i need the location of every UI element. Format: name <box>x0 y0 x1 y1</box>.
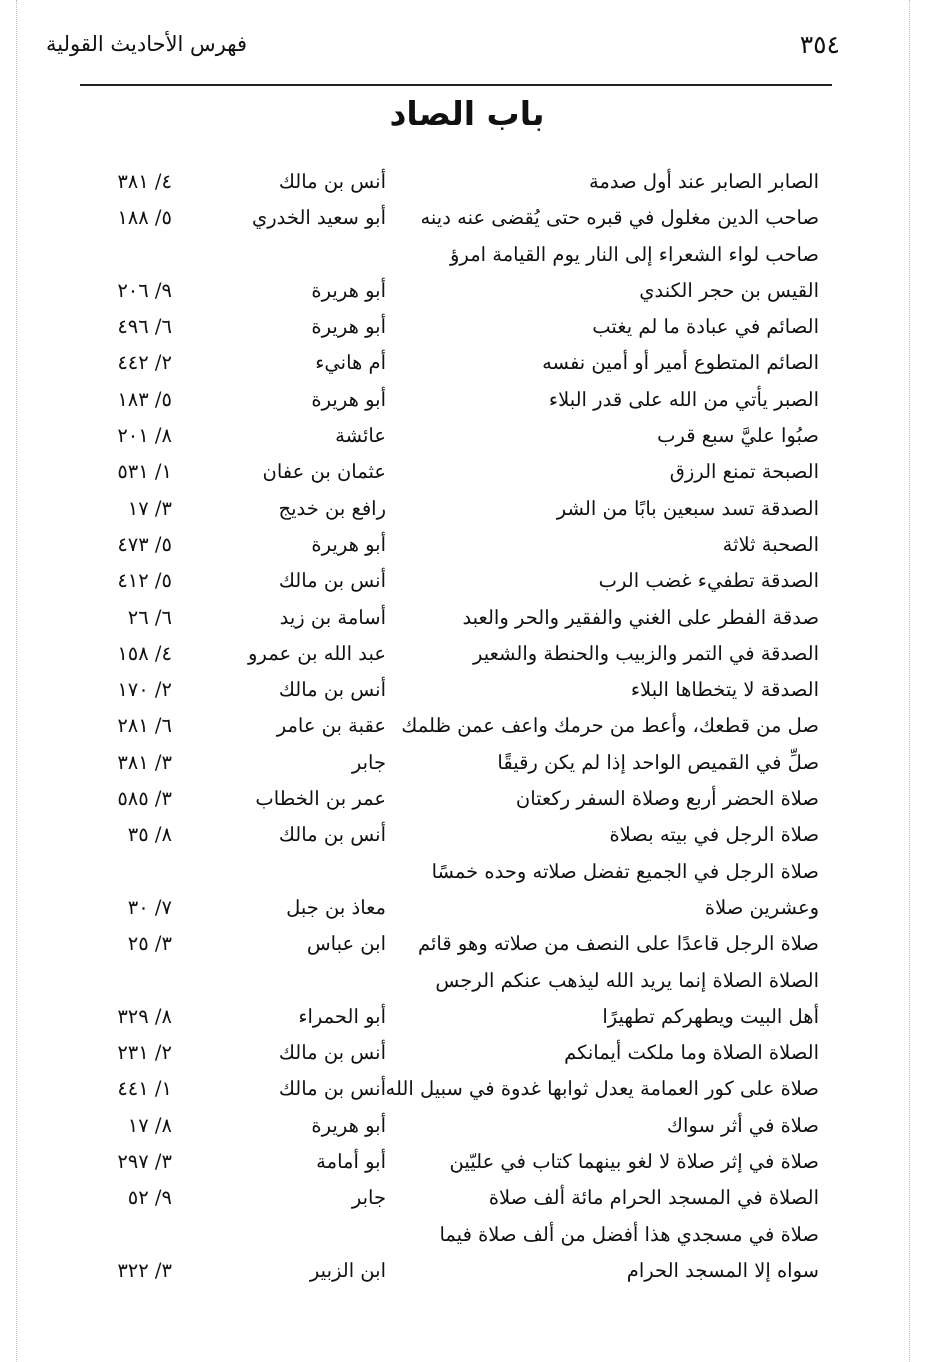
narrator-name: معاذ بن جبل <box>286 895 386 919</box>
volume-page-ref: ٥/ ١٨٣ <box>117 387 172 411</box>
hadith-text: وعشرين صلاة <box>704 895 819 919</box>
narrator-name: عثمان بن عفان <box>262 460 386 484</box>
index-row <box>0 168 934 204</box>
hadith-text: صلاة الرجل في الجميع تفضل صلاته وحده خمسًا <box>431 859 819 883</box>
narrator-name: ابن عباس <box>306 932 386 956</box>
volume-page-ref: ٧/ ٣٠ <box>127 895 172 919</box>
volume-page-ref: ٥/ ١٨٨ <box>117 206 172 230</box>
page-number: ٣٥٤ <box>799 30 840 59</box>
index-row <box>0 495 934 531</box>
narrator-name: عقبة بن عامر <box>276 714 386 738</box>
volume-page-ref: ٦/ ٤٩٦ <box>117 315 172 339</box>
narrator-name: جابر <box>351 750 386 774</box>
volume-page-ref: ١/ ٥٣١ <box>117 460 172 484</box>
index-row <box>0 422 934 458</box>
volume-page-ref: ٨/ ١٧ <box>127 1113 172 1137</box>
volume-page-ref: ٣/ ٣٢٢ <box>117 1258 172 1282</box>
index-row <box>0 749 934 785</box>
hadith-text: الصبر يأتي من الله على قدر البلاء <box>548 387 819 411</box>
hadith-index-list <box>0 168 934 1293</box>
hadith-text: صلِّ في القميص الواحد إذا لم يكن رقيقًا <box>497 750 819 774</box>
hadith-text: الصلاة الصلاة إنما يريد الله ليذهب عنكم الرجس <box>435 968 819 992</box>
volume-page-ref: ٢/ ٢٣١ <box>117 1041 172 1065</box>
volume-page-ref: ٣/ ٣٨١ <box>117 750 172 774</box>
narrator-name: أنس بن مالك <box>278 678 386 702</box>
narrator-name: أنس بن مالك <box>278 1077 386 1101</box>
volume-page-ref: ٣/ ٢٩٧ <box>117 1150 172 1174</box>
narrator-name: أم هانيء <box>315 351 386 375</box>
hadith-text: صلاة في مسجدي هذا أفضل من ألف صلاة فيما <box>439 1222 819 1246</box>
narrator-name: عبد الله بن عمرو <box>248 641 386 665</box>
volume-page-ref: ٨/ ٣٢٩ <box>117 1004 172 1028</box>
narrator-name: أبو هريرة <box>311 315 386 339</box>
hadith-text: سواه إلا المسجد الحرام <box>626 1258 819 1282</box>
hadith-text: صبُوا عليَّ سبع قرب <box>657 424 819 448</box>
index-row <box>0 1112 934 1148</box>
index-row <box>0 821 934 857</box>
hadith-text: الصائم في عبادة ما لم يغتب <box>592 315 819 339</box>
index-row <box>0 1148 934 1184</box>
narrator-name: أنس بن مالك <box>278 1041 386 1065</box>
hadith-text: الصدقة لا يتخطاها البلاء <box>630 678 819 702</box>
hadith-text: صاحب الدين مغلول في قبره حتى يُقضى عنه دينه <box>420 206 819 230</box>
volume-page-ref: ٣/ ١٧ <box>127 496 172 520</box>
hadith-text: الصدقة في التمر والزبيب والحنطة والشعير <box>472 641 819 665</box>
narrator-name: ابن الزبير <box>309 1258 386 1282</box>
hadith-text: القيس بن حجر الكندي <box>639 278 819 302</box>
volume-page-ref: ٨/ ٣٥ <box>127 823 172 847</box>
index-row <box>0 277 934 313</box>
index-row <box>0 858 934 894</box>
volume-page-ref: ٦/ ٢٨١ <box>117 714 172 738</box>
volume-page-ref: ١/ ٤٤١ <box>117 1077 172 1101</box>
narrator-name: أبو هريرة <box>311 387 386 411</box>
hadith-text: صلاة في أثر سواك <box>666 1113 819 1137</box>
volume-page-ref: ٢/ ٤٤٢ <box>117 351 172 375</box>
index-row <box>0 1257 934 1293</box>
narrator-name: عمر بن الخطاب <box>255 787 386 811</box>
narrator-name: أبو هريرة <box>311 278 386 302</box>
index-row <box>0 349 934 385</box>
narrator-name: أنس بن مالك <box>278 823 386 847</box>
volume-page-ref: ٦/ ٢٦ <box>127 605 172 629</box>
volume-page-ref: ٣/ ٢٥ <box>127 932 172 956</box>
narrator-name: رافع بن خديج <box>278 496 386 520</box>
hadith-text: صلاة على كور العمامة يعدل ثوابها غدوة في سبيل الله <box>385 1077 819 1101</box>
index-row <box>0 204 934 240</box>
hadith-text: الصدقة تسد سبعين بابًا من الشر <box>556 496 819 520</box>
volume-page-ref: ٥/ ٤٧٣ <box>117 532 172 556</box>
hadith-text: الصدقة تطفيء غضب الرب <box>598 569 819 593</box>
narrator-name: عائشة <box>335 424 386 448</box>
hadith-text: الصبحة تمنع الرزق <box>669 460 819 484</box>
index-row <box>0 640 934 676</box>
index-row <box>0 1075 934 1111</box>
hadith-text: صلاة الرجل قاعدًا على النصف من صلاته وهو قائم <box>418 932 819 956</box>
narrator-name: أبو هريرة <box>311 1113 386 1137</box>
index-row <box>0 712 934 748</box>
volume-page-ref: ٤/ ٣٨١ <box>117 170 172 193</box>
volume-page-ref: ٣/ ٥٨٥ <box>117 787 172 811</box>
index-row <box>0 604 934 640</box>
index-row <box>0 313 934 349</box>
hadith-text: الصلاة الصلاة وما ملكت أيمانكم <box>564 1041 819 1065</box>
hadith-text: صدقة الفطر على الغني والفقير والحر والعبد <box>462 605 819 629</box>
narrator-name: أبو هريرة <box>311 532 386 556</box>
hadith-text: صلاة الرجل في بيته بصلاة <box>609 823 819 847</box>
page-header <box>40 28 840 68</box>
volume-page-ref: ٨/ ٢٠١ <box>117 424 172 448</box>
index-row <box>0 1039 934 1075</box>
header-rule <box>80 84 832 86</box>
running-title: فهرس الأحاديث القولية <box>46 32 247 56</box>
volume-page-ref: ٢/ ١٧٠ <box>117 678 172 702</box>
index-row <box>0 967 934 1003</box>
hadith-text: صلاة في إثر صلاة لا لغو بينهما كتاب في عليّين <box>449 1150 819 1174</box>
index-row <box>0 1221 934 1257</box>
narrator-name: أبو أمامة <box>316 1150 386 1174</box>
volume-page-ref: ٤/ ١٥٨ <box>117 641 172 665</box>
volume-page-ref: ٥/ ٤١٢ <box>117 569 172 593</box>
hadith-text: أهل البيت ويطهركم تطهيرًا <box>602 1004 819 1028</box>
index-row <box>0 785 934 821</box>
volume-page-ref: ٩/ ٥٢ <box>127 1186 172 1210</box>
index-row <box>0 567 934 603</box>
index-row <box>0 386 934 422</box>
hadith-text: صل من قطعك، وأعط من حرمك واعف عمن ظلمك <box>401 714 819 738</box>
hadith-text: صلاة الحضر أربع وصلاة السفر ركعتان <box>515 787 819 811</box>
index-row <box>0 676 934 712</box>
narrator-name: أنس بن مالك <box>278 569 386 593</box>
hadith-text: الصائم المتطوع أمير أو أمين نفسه <box>542 351 819 375</box>
narrator-name: أبو سعيد الخدري <box>251 206 386 230</box>
index-row <box>0 1003 934 1039</box>
narrator-name: جابر <box>351 1186 386 1210</box>
index-row <box>0 894 934 930</box>
index-row <box>0 531 934 567</box>
narrator-name: أسامة بن زيد <box>279 605 386 629</box>
narrator-name: أنس بن مالك <box>278 170 386 193</box>
index-row <box>0 930 934 966</box>
index-row <box>0 241 934 277</box>
chapter-title: باب الصاد <box>389 94 545 133</box>
index-row <box>0 458 934 494</box>
hadith-text: الصابر الصابر عند أول صدمة <box>588 170 819 193</box>
narrator-name: أبو الحمراء <box>298 1004 386 1028</box>
hadith-text: صاحب لواء الشعراء إلى النار يوم القيامة امرؤ <box>450 242 819 266</box>
index-row <box>0 1184 934 1220</box>
hadith-text: الصلاة في المسجد الحرام مائة ألف صلاة <box>488 1186 819 1210</box>
hadith-text: الصحبة ثلاثة <box>722 532 819 556</box>
volume-page-ref: ٩/ ٢٠٦ <box>117 278 172 302</box>
